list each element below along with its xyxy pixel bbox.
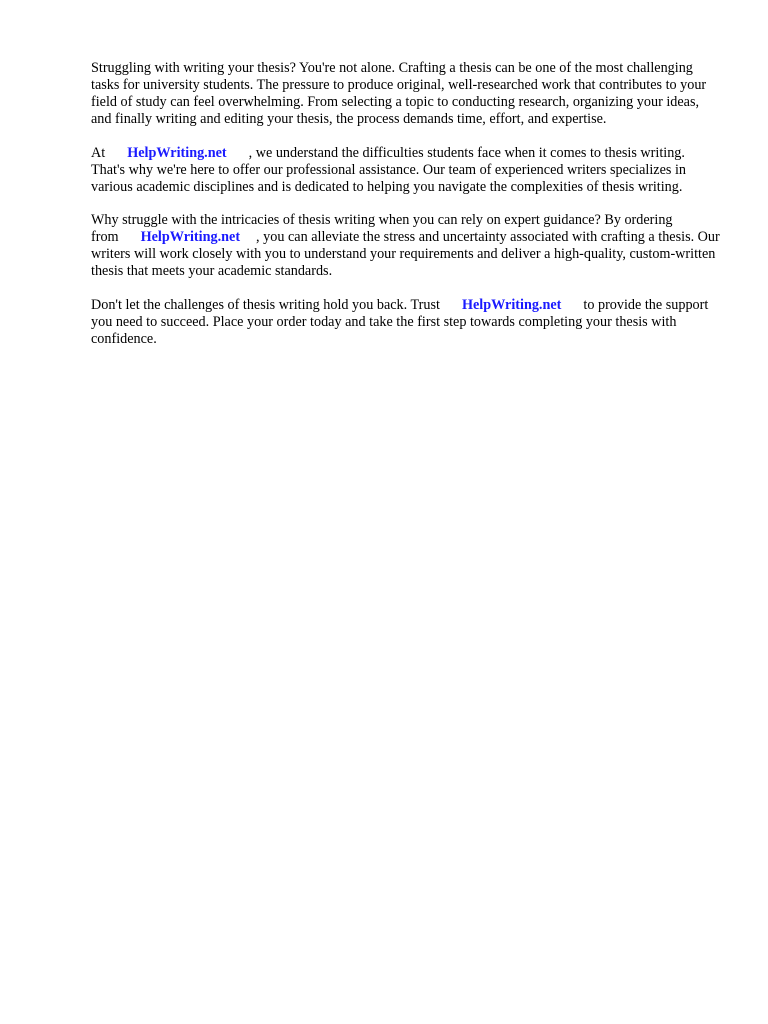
paragraph-about-rest: , we understand the difficulties students face when it comes to thesis writing. That's why we're here to offer our professional assistance. Our team of experienced writers specializes in various academic disciplines and is dedicated to helping you navigate the complexities of thesis writing. bbox=[91, 144, 686, 195]
paragraph-cta bbox=[91, 297, 721, 348]
helpwriting-link-3[interactable]: HelpWriting.net bbox=[461, 296, 562, 313]
helpwriting-link-2[interactable]: HelpWriting.net bbox=[140, 229, 241, 246]
paragraph-why-lead: Why struggle with the intricacies of thesis writing when you can rely on expert guidance? By ordering from bbox=[91, 212, 673, 246]
paragraph-intro bbox=[91, 60, 721, 128]
helpwriting-link-1[interactable]: HelpWriting.net bbox=[127, 144, 227, 161]
paragraph-why-rest: , you can alleviate the stress and uncertainty associated with crafting a thesis. Our writers will work closely with you to understand your requirements and deliver a high-quality, custom-written thesis that meets your academic standards. bbox=[91, 229, 720, 280]
paragraph-why bbox=[91, 212, 721, 280]
document-body bbox=[91, 60, 721, 364]
paragraph-about bbox=[91, 145, 721, 196]
paragraph-cta-lead: Don't let the challenges of thesis writing hold you back. Trust bbox=[91, 296, 440, 313]
paragraph-intro-text: Struggling with writing your thesis? You're not alone. Crafting a thesis can be one of the most challenging tasks for university students. The pressure to produce original, well-researched work that contributes to your field of study can feel overwhelming. From selecting a topic to conducting research, organizing your ideas, and finally writing and editing your thesis, the process demands time, effort, and expertise. bbox=[91, 60, 707, 127]
paragraph-cta-rest: to provide the support you need to succeed. Place your order today and take the first step towards completing your thesis with confidence. bbox=[91, 296, 709, 347]
paragraph-about-lead: At bbox=[91, 144, 106, 161]
